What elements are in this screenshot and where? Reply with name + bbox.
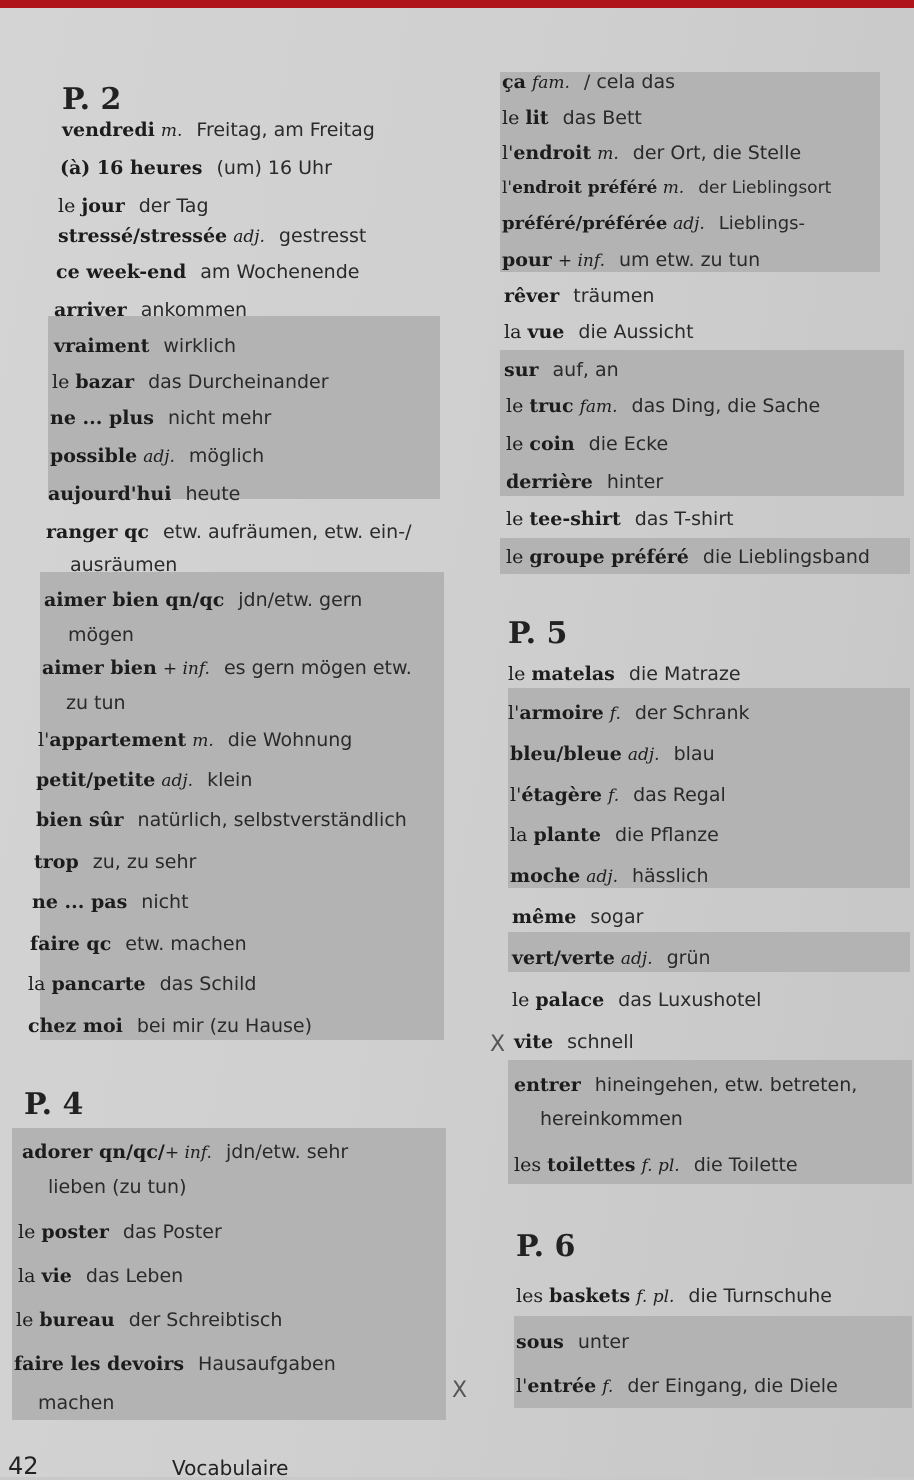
german-translation: Hausaufgaben [198,1353,336,1375]
french-term: appartement [49,729,187,751]
french-term: moche [510,865,581,887]
article: le [506,546,530,568]
section-heading-p4: P. 4 [24,1087,84,1122]
french-term: vraiment [54,335,150,357]
vocab-entry [14,1352,336,1376]
french-term: matelas [531,663,615,685]
article: l' [38,729,50,751]
german-translation: hineingehen, etw. betreten, [594,1074,858,1096]
german-translation: die Wohnung [227,729,353,751]
grammar-note: f. [608,786,620,806]
french-term: lit [525,107,549,129]
vocab-entry [504,320,694,344]
french-term: trop [34,851,79,873]
vocab-entry [28,1014,312,1038]
vocab-entry [502,70,675,95]
german-translation-continued: ausräumen [70,554,178,576]
article: les [514,1154,548,1176]
vocab-entry [18,1220,222,1244]
german-translation: unter [577,1331,629,1353]
french-term: toilettes [547,1154,636,1176]
vocab-entry [512,905,643,929]
german-translation: die Turnschuhe [688,1285,832,1307]
vocab-entry [504,358,619,382]
article: le [502,107,526,129]
section-heading-p2: P. 2 [62,82,122,117]
german-translation: träumen [573,285,655,307]
german-translation: die Lieblingsband [702,546,870,568]
german-translation: um etw. zu tun [618,249,761,271]
french-term: vert/verte [512,947,615,969]
vocab-entry [42,656,412,681]
french-term: adorer qn/qc/ [22,1141,165,1163]
grammar-note: f. [602,1377,614,1397]
french-term: faire les devoirs [14,1353,185,1375]
french-term: sur [504,359,539,381]
grammar-note: fam. [531,73,570,93]
article: le [506,508,530,530]
german-translation: das Leben [85,1265,184,1287]
german-translation: bei mir (zu Hause) [136,1015,313,1037]
article: la [18,1265,42,1287]
vocab-entry [34,850,196,874]
article: le [512,989,536,1011]
vocab-entry [46,520,411,544]
vocab-entry [506,545,870,569]
top-red-edge [0,0,914,8]
german-translation: die Ecke [588,433,669,455]
german-translation: das Durcheinander [148,371,329,393]
german-translation: der Ort, die Stelle [632,142,802,164]
german-translation: etw. machen [125,933,247,955]
vocab-entry [510,783,726,808]
vocab-entry [60,156,332,180]
vocab-entry [16,1308,282,1332]
german-translation: sogar [590,906,644,928]
german-translation-continued: machen [38,1392,115,1414]
german-translation: jdn/etw. sehr [225,1141,349,1163]
german-translation: die Pflanze [614,824,719,846]
german-translation: es gern mögen etw. [223,657,412,679]
german-translation: (um) 16 Uhr [216,157,332,179]
german-translation: jdn/etw. gern [238,589,363,611]
section-heading-p6: P. 6 [516,1229,576,1264]
article: le [52,371,76,393]
article: le [16,1309,40,1331]
german-translation: Freitag, am Freitag [196,119,375,141]
vocab-entry [512,946,711,971]
german-translation-continued: lieben (zu tun) [48,1176,187,1198]
german-translation: der Schrank [634,702,750,724]
german-translation: schnell [567,1031,634,1053]
french-term: poster [41,1221,109,1243]
german-translation: das Bett [562,107,642,129]
french-term: palace [535,989,605,1011]
french-term: ça [502,71,526,93]
german-translation: die Aussicht [578,321,694,343]
vocab-entry [56,260,359,284]
french-term: vue [527,321,565,343]
section-heading-p5: P. 5 [508,616,568,651]
french-term: ranger qc [46,521,149,543]
vocab-entry [38,728,352,753]
right-band-p2 [500,72,880,272]
vocab-entry [516,1330,629,1354]
german-translation: heute [185,483,241,505]
german-translation: der Eingang, die Diele [627,1375,838,1397]
french-term: vie [41,1265,72,1287]
german-translation: auf, an [552,359,619,381]
german-translation-continued: hereinkommen [540,1108,683,1130]
french-term: possible [50,445,138,467]
french-term: stressé/stressée [58,225,228,247]
french-term: faire qc [30,933,112,955]
german-translation: hinter [606,471,664,493]
vocab-entry [50,444,264,469]
vocab-entry [58,194,209,218]
article: la [510,824,534,846]
vocab-entry [502,248,760,273]
french-term: vendredi [62,119,155,141]
german-translation: möglich [188,445,265,467]
vocab-entry [48,482,240,506]
footer-title: Vocabulaire [172,1456,289,1480]
vocab-entry [510,742,715,767]
grammar-note: m. [597,144,619,164]
french-term: petit/petite [36,769,156,791]
article: le [58,195,82,217]
german-translation: die Matraze [628,663,741,685]
french-term: entrer [514,1074,581,1096]
french-term: rêver [504,285,560,307]
vocab-entry [50,406,271,430]
french-term: derrière [506,471,593,493]
french-term: endroit préféré [512,178,658,198]
article: le [508,663,532,685]
vocab-entry [514,1153,798,1178]
french-term: même [512,906,577,928]
french-term: entrée [527,1375,597,1397]
grammar-note: adj. [233,227,265,247]
french-term: pour [502,249,552,271]
vocab-entry [22,1140,348,1165]
vocab-entry [28,972,256,996]
vocab-entry [510,823,719,847]
vocab-entry [62,118,375,143]
german-translation: der Schreibtisch [128,1309,283,1331]
french-term: chez moi [28,1015,123,1037]
german-translation: das Regal [633,784,726,806]
french-term: armoire [519,702,604,724]
french-term: ne ... plus [50,407,154,429]
vocab-entry [514,1030,634,1054]
french-term: plante [533,824,601,846]
grammar-note: adj. [627,745,660,765]
article: les [516,1285,550,1307]
grammar-note: m. [192,731,214,751]
german-translation: die Toilette [693,1154,798,1176]
vocab-entry [508,701,750,726]
french-term: ce week-end [56,261,187,283]
french-term: endroit [513,142,592,164]
grammar-note: + inf. [162,659,210,679]
vocab-entry [18,1264,183,1288]
grammar-note: m. [662,178,685,198]
german-translation-continued: mögen [68,624,134,646]
vocab-entry [504,284,654,308]
vocab-entry [516,1284,832,1309]
grammar-note: adj. [143,447,175,467]
french-term: tee-shirt [529,508,621,530]
vocab-entry [516,1374,838,1399]
german-translation: der Tag [138,195,209,217]
article: l' [516,1375,528,1397]
french-term: préféré/préférée [502,213,668,234]
german-translation: grün [666,947,711,969]
german-translation: nicht mehr [168,407,272,429]
article: l' [502,142,514,164]
german-translation: nicht [141,891,189,913]
french-term: sous [516,1331,564,1353]
german-translation: das Ding, die Sache [631,395,821,417]
french-term: groupe préféré [529,546,689,568]
german-translation: hässlich [632,865,709,887]
grammar-note: adj. [586,867,618,887]
article: l' [502,178,513,198]
french-term: bureau [39,1309,115,1331]
vocab-entry [502,212,805,236]
german-translation: / cela das [583,71,676,93]
french-term: pancarte [51,973,146,995]
german-translation: das Schild [159,973,257,995]
german-translation: das Poster [122,1221,222,1243]
grammar-note: f. pl. [641,1156,680,1176]
grammar-note: fam. [579,397,618,417]
french-term: aimer bien [42,657,157,679]
vocab-entry [508,662,741,686]
german-translation: klein [207,769,253,791]
article: le [18,1221,42,1243]
french-term: vite [514,1031,554,1053]
vocab-entry [510,864,709,889]
article: la [504,321,528,343]
vocab-entry [502,176,831,200]
french-term: (à) 16 heures [60,157,203,179]
grammar-note: adj. [673,214,705,234]
grammar-note: m. [160,121,183,141]
german-translation: blau [673,743,715,765]
vocab-entry [52,370,329,394]
french-term: truc [529,395,574,417]
handwritten-cross-mark: X [490,1032,506,1057]
grammar-note: f. pl. [636,1287,675,1307]
vocab-entry [30,932,247,956]
vocab-entry [512,988,761,1012]
german-translation: das Luxushotel [618,989,762,1011]
vocab-entry [54,298,247,322]
german-translation: am Wochenende [200,261,360,283]
vocab-entry [506,394,820,419]
french-term: arriver [54,299,127,321]
german-translation: wirklich [163,335,237,357]
german-translation: zu, zu sehr [92,851,197,873]
vocab-entry [54,334,236,358]
french-term: ne ... pas [32,891,128,913]
article: l' [510,784,522,806]
german-translation: natürlich, selbstverständlich [137,809,407,831]
grammar-note: adj. [620,949,653,969]
page-number: 42 [8,1452,39,1480]
article: le [506,433,530,455]
german-translation: das T-shirt [634,508,734,530]
french-term: bazar [75,371,135,393]
german-translation: ankommen [140,299,248,321]
grammar-note: f. [609,704,621,724]
vocab-entry [506,470,663,494]
german-translation: der Lieblingsort [698,178,832,198]
vocab-entry [58,224,366,249]
french-term: bien sûr [36,809,124,831]
french-term: jour [81,195,125,217]
vocab-entry [32,890,189,914]
handwritten-cross-mark: X [452,1378,468,1403]
french-term: coin [529,433,575,455]
french-term: aimer bien qn/qc [44,589,225,611]
article: l' [508,702,520,724]
vocab-entry [502,141,801,166]
vocab-entry [44,588,362,612]
vocab-entry [502,106,642,130]
vocab-entry [506,432,668,456]
article: la [28,973,52,995]
french-term: bleu/bleue [510,743,622,765]
german-translation: Lieblings- [718,213,806,234]
vocab-entry [506,507,734,531]
vocab-entry [514,1073,857,1097]
french-term: étagère [521,784,602,806]
vocab-entry [36,808,407,832]
grammar-note: adj. [161,771,194,791]
german-translation: etw. aufräumen, etw. ein-/ [163,521,412,543]
grammar-note: + inf. [164,1143,212,1163]
german-translation-continued: zu tun [66,692,126,714]
vocab-entry [36,768,252,793]
french-term: baskets [549,1285,631,1307]
french-term: aujourd'hui [48,483,172,505]
article: le [506,395,530,417]
german-translation: gestresst [278,225,367,247]
grammar-note: + inf. [557,251,605,271]
